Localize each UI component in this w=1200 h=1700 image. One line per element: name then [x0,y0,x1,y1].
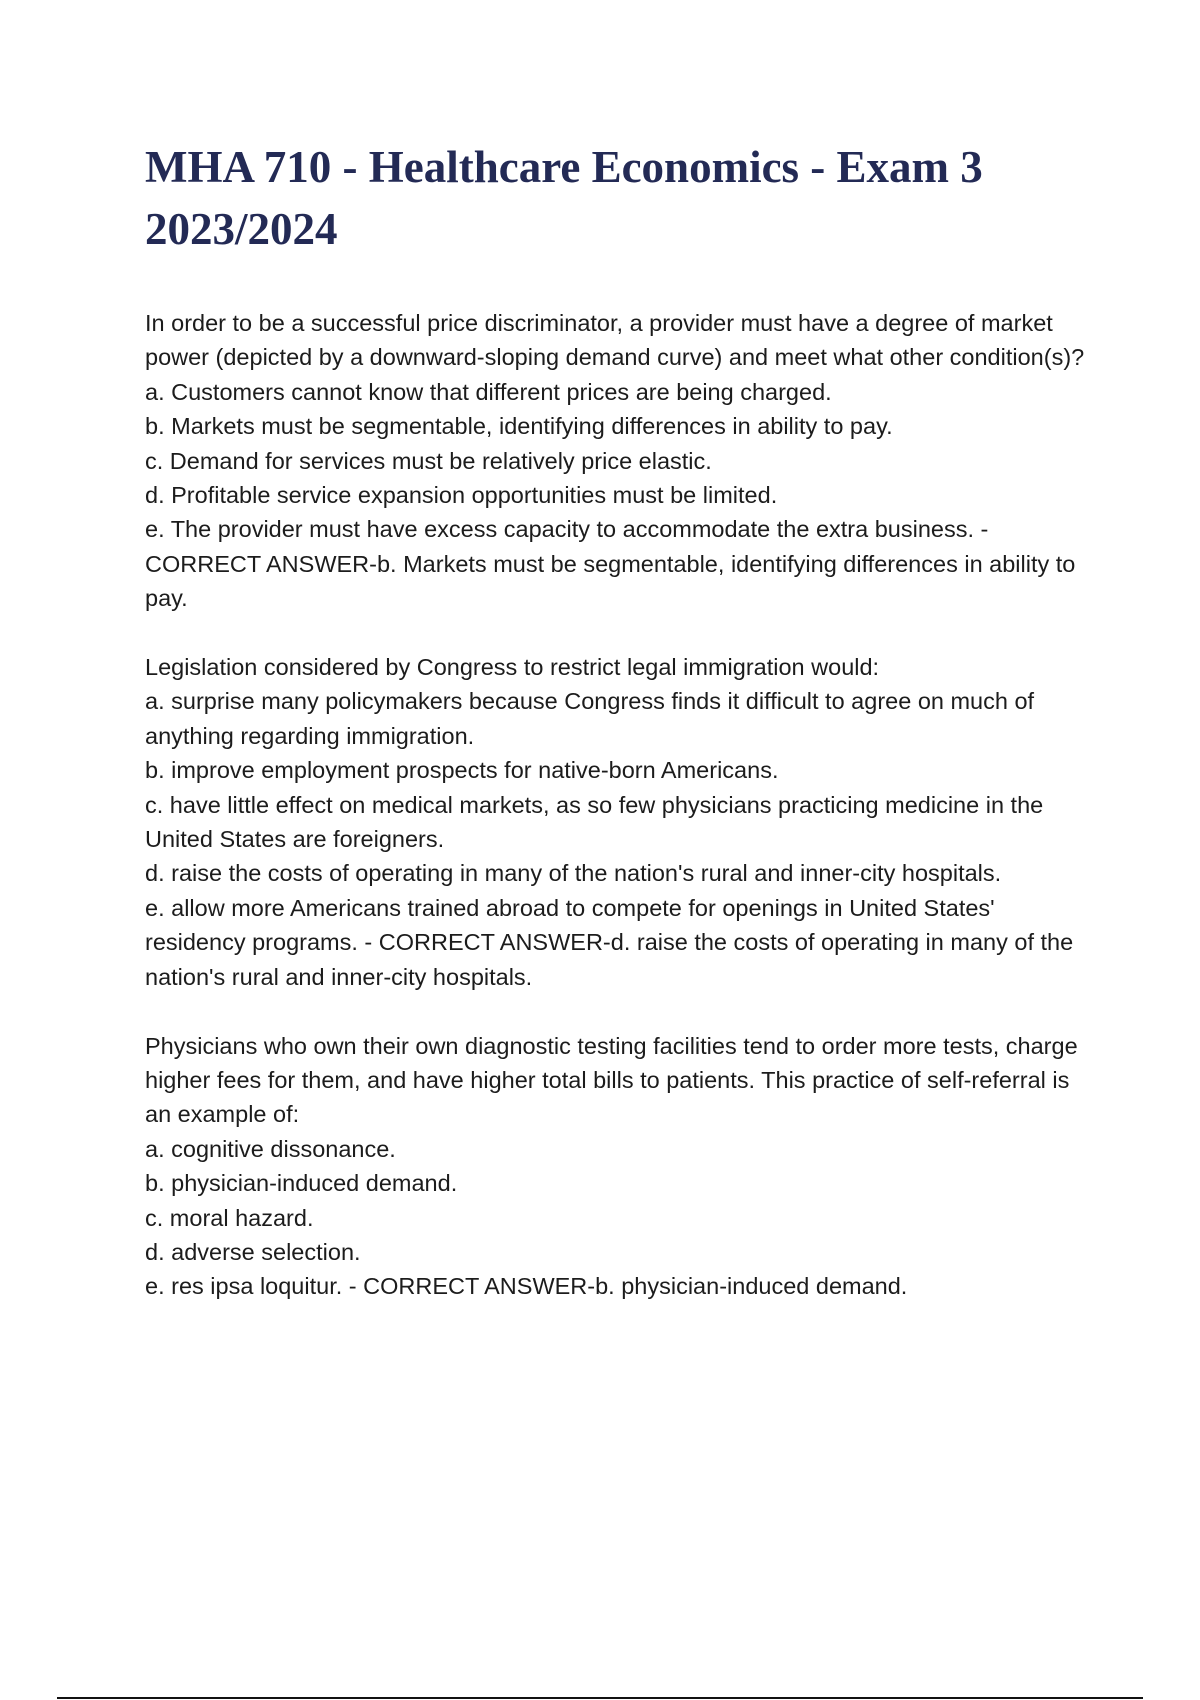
answer-option: c. have little effect on medical markets, as so few physicians practicing medicine in the United States are foreigners. [145,791,1044,853]
answer-option: d. Profitable service expansion opportunities must be limited. [145,482,778,509]
answer-option: a. surprise many policymakers because Congress finds it difficult to agree on much of anything regarding immigration. [145,688,1035,749]
answer-option: c. moral hazard. [145,1204,314,1231]
answer-option: d. adverse selection. [145,1238,361,1265]
question-1 [145,306,1095,616]
answer-option: a. cognitive dissonance. [145,1135,396,1162]
question-stem: In order to be a successful price discriminator, a provider must have a degree of market power (depicted by a downward-sloping demand curve) and meet what other condition(s)? [145,310,1085,371]
answer-option: a. Customers cannot know that different prices are being charged. [145,378,832,405]
question-3 [145,1029,1095,1304]
footer-divider [57,1697,1143,1699]
question-stem: Physicians who own their own diagnostic testing facilities tend to order more tests, charge higher fees for them, and have higher total bills to patients. This practice of self-referral is an example of: [145,1032,1078,1128]
question-2 [145,650,1095,994]
answer-option: b. improve employment prospects for native-born Americans. [145,757,779,784]
answer-option: b. Markets must be segmentable, identifying differences in ability to pay. [145,413,893,440]
question-stem: Legislation considered by Congress to restrict legal immigration would: [145,654,880,681]
answer-option: e. The provider must have excess capacity to accommodate the extra business. - CORRECT ANSWER-b. Markets must be segmentable, identifying differences in ability to pay. [145,516,1076,612]
answer-option: b. physician-induced demand. [145,1170,458,1197]
page-title: MHA 710 - Healthcare Economics - Exam 3 2023/2024 [145,142,983,254]
question-list [145,306,1095,1338]
answer-option: e. allow more Americans trained abroad to compete for openings in United States' residency programs. - CORRECT ANSWER-d. raise the costs of operating in many of the nation's rural and inner-city hospitals. [145,894,1074,990]
answer-option: e. res ipsa loquitur. - CORRECT ANSWER-b. physician-induced demand. [145,1273,908,1300]
answer-option: d. raise the costs of operating in many of the nation's rural and inner-city hospitals. [145,860,1002,887]
answer-option: c. Demand for services must be relatively price elastic. [145,447,712,474]
